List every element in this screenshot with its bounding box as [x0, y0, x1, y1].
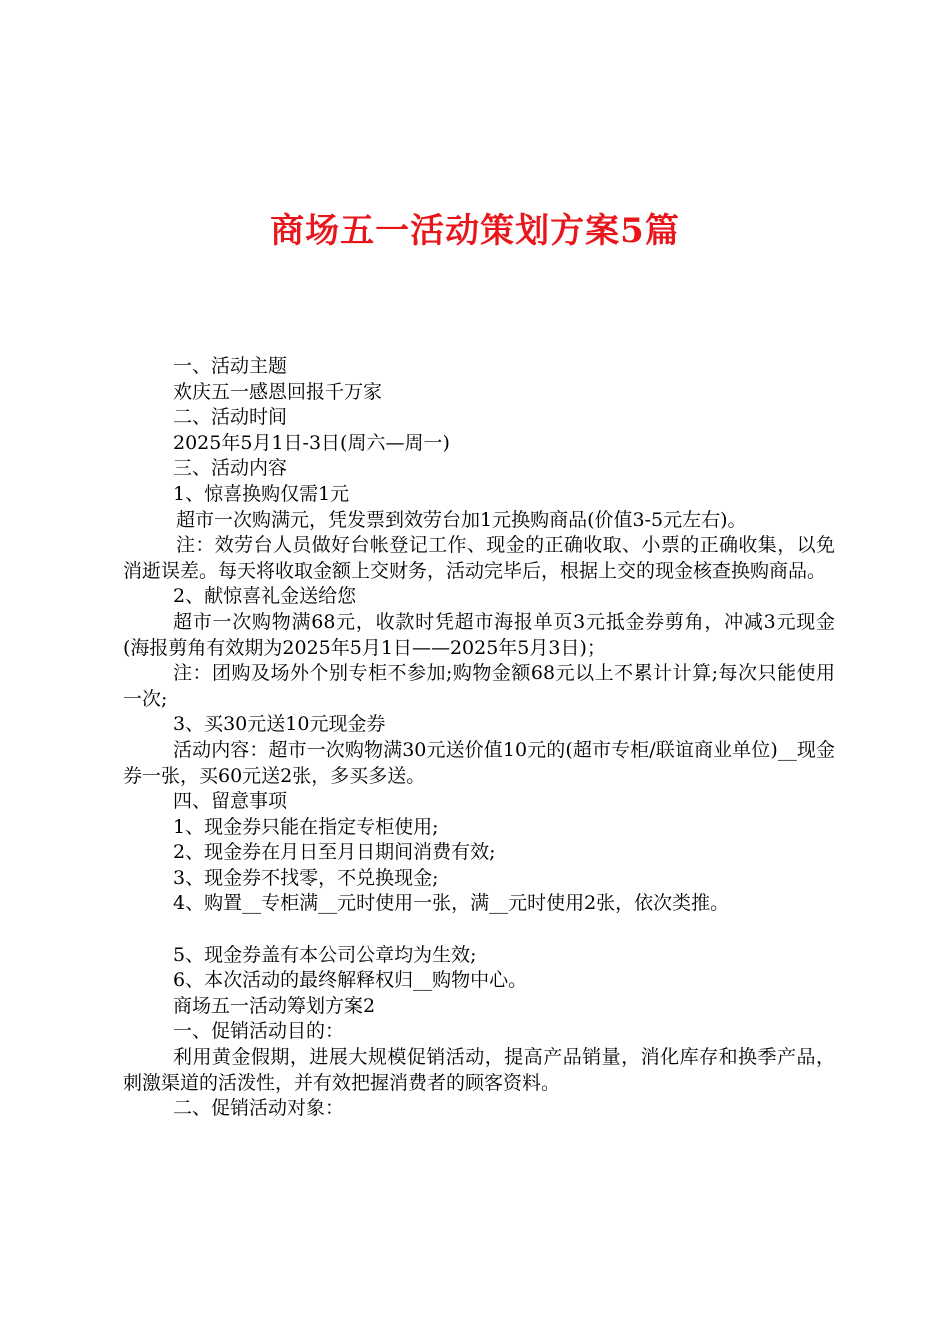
list-item: 2、现金券在月日至月日期间消费有效; — [173, 841, 496, 864]
item-heading: 2、献惊喜礼金送给您 — [173, 585, 357, 608]
document-body — [123, 354, 835, 1122]
blank-line — [123, 917, 835, 943]
section-heading-content: 三、活动内容 — [173, 457, 288, 480]
section-heading-notes: 四、留意事项 — [173, 790, 288, 813]
list-item: 4、购置__专柜满__元时使用一张，满__元时使用2张，依次类推。 — [173, 892, 730, 915]
list-item: 3、现金券不找零，不兑换现金; — [173, 866, 439, 889]
paragraph: 超市一次购满元，凭发票到效劳台加1元换购商品(价值3-5元左右)。 — [176, 508, 747, 531]
paragraph-theme: 欢庆五一感恩回报千万家 — [173, 380, 383, 403]
list-item: 6、本次活动的最终解释权归__购物中心。 — [173, 969, 528, 992]
item-heading: 3、买30元送10元现金券 — [173, 713, 386, 736]
paragraph: 超市一次购物满68元，收款时凭超市海报单页3元抵金券剪角，冲减3元现金(海报剪角有效期为2025年5月1日——2025年5月3日)； — [123, 610, 835, 659]
paragraph: 注：团购及场外个别专柜不参加;购物金额68元以上不累计计算;每次只能使用一次; — [123, 662, 835, 710]
document-title: 商场五一活动策划方案5篇 — [270, 211, 680, 251]
paragraph-time: 2025年5月1日-3日(周六—周一) — [173, 431, 450, 454]
section-heading-target: 二、促销活动对象： — [173, 1097, 345, 1120]
list-item: 1、现金券只能在指定专柜使用; — [173, 815, 439, 838]
paragraph: 活动内容：超市一次购物满30元送价值10元的(超市专柜/联谊商业单位)__现金券一张，买60元送2张，多买多送。 — [123, 738, 835, 787]
section-heading-theme: 一、活动主题 — [173, 355, 288, 377]
item-heading: 1、惊喜换购仅需1元 — [173, 482, 350, 505]
sub-document-title: 商场五一活动筹划方案2 — [173, 994, 376, 1017]
section-heading-time: 二、活动时间 — [173, 406, 288, 429]
paragraph: 利用黄金假期，进展大规模促销活动，提高产品销量，消化库存和换季产品，刺激渠道的活泼性，并有效把握消费者的顾客资料。 — [123, 1046, 835, 1094]
section-heading-purpose: 一、促销活动目的： — [173, 1020, 345, 1043]
paragraph: 注：效劳台人员做好台帐登记工作、现金的正确收取、小票的正确收集，以免消逝误差。每天将收取金额上交财务，活动完毕后，根据上交的现金核查换购商品。 — [123, 534, 835, 582]
list-item: 5、现金券盖有本公司公章均为生效; — [173, 943, 477, 966]
